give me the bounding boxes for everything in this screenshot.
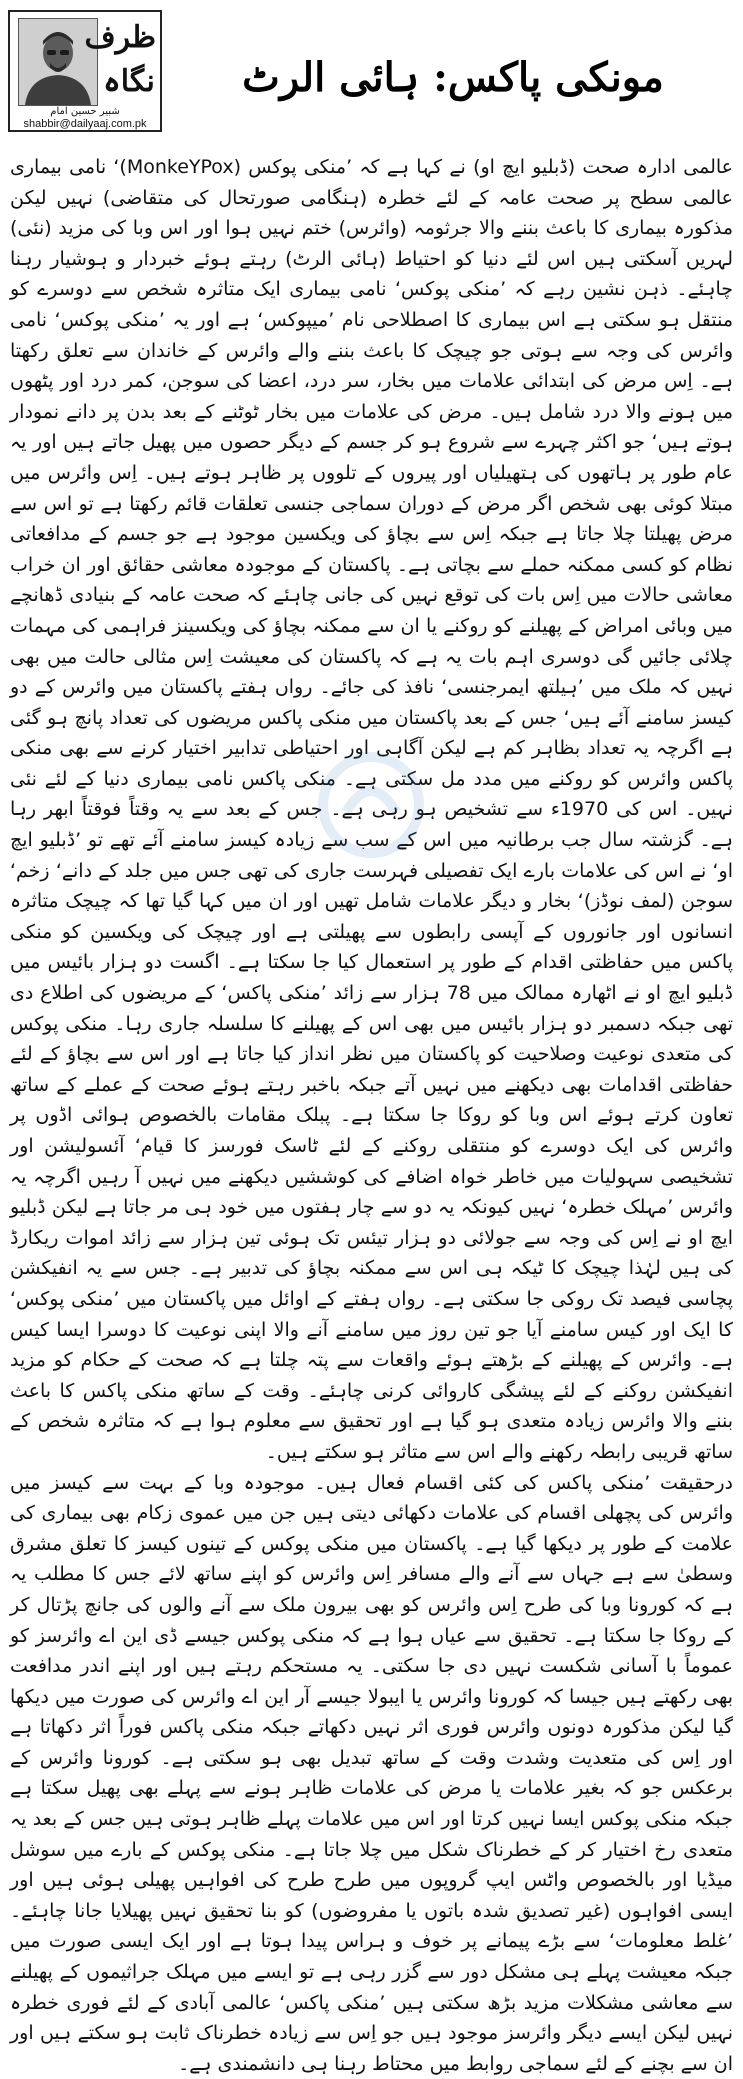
article-paragraph: درحقیقت ’منکی پاکس کی کئی اقسام فعال ہیں۔ موجودہ وبا کے بہت سے کیسز میں وائرس کی پچھلی اقسام کی علامات دکھائی دیتی ہیں جن میں عموی زکام بھی بیماری کی علامت کے طور پر دیکھا گیا ہے۔ پاکستان میں منکی پوکس کے تینوں کیسز کا تعلق مشرق وسطیٰ سے ہے جہاں سے آنے والے مسافر اِس وائرس کو اپنے ساتھ لائے جس کا مطلب یہ ہے کہ کورونا وبا کی طرح اِس وائرس کو بھی بیرون ملک سے آنے والوں کی جانچ پڑتال کر کے روکا جا سکتا ہے۔ تحقیق سے عیاں ہوا ہے کہ منکی پوکس جیسے ڈی این اے وائرسز کو عموماً با آسانی شکست نہیں دی جا سکتی۔ یہ مستحکم رہتے ہیں اور اپنے اندر مدافعت بھی رکھتے ہیں جیسا کہ کورونا وائرس یا ایبولا جیسے آر این اے وائرس کی صورت میں دیکھا گیا لیکن مذکورہ دونوں وائرس فوری اثر نہیں دکھاتے جبکہ منکی پاکس فوراً اثر دکھاتا ہے اور اِس کی متعدیت وشدت وقت کے ساتھ تبدیل بھی ہو سکتی ہے۔ کورونا وائرس کے برعکس جو کہ بغیر علامات یا مرض کی علامات ظاہر ہونے سے پہلے بھی پھیل سکتا ہے جبکہ منکی پوکس ایسا نہیں کرتا اور اس میں علامات پہلے ظاہر ہوتی ہیں جس کے بعد یہ متعدی رخ اختیار کر کے خطرناک شکل میں چلا جاتا ہے۔ منکی پوکس کے بارے میں سوشل میڈیا اور بالخصوص واٹس ایپ گروپوں میں طرح طرح کی افواہیں پھیلی ہوئی ہیں اور ایسی افواہوں (غیر تصدیق شدہ باتوں یا مفروضوں) کو بنا تحقیق نہیں پھیلایا جانا چاہئے۔ ’غلط معلومات‘ سے بڑے پیمانے پر خوف و ہراس پیدا ہوتا ہے اور ایک ایسی صورت میں جبکہ معیشت پہلے ہی مشکل دور سے گزر رہی ہے تو ایسے میں مہلک جراثیموں کے پھیلنے سے معاشی مشکلات مزید بڑھ سکتی ہیں ’منکی پاکس‘ عالمی آبادی کے لئے فوری خطرہ نہیں لیکن ایسے دیگر وائرسز موجود ہیں جو اِس سے زیادہ خطرناک ثابت ہو سکتے ہیں اور ان سے بچنے کے لئے سماجی روابط میں محتاط رہنا ہی دانشمندی ہے۔ <box>10 1471 733 2075</box>
article-paragraph: عالمی ادارہ صحت (ڈبلیو ایچ او) نے کہا ہے کہ ’منکی پوکس (MonkeYPox)‘ نامی بیماری عالمی سطح پر صحت عامہ کے لئے خطرہ (ہنگامی صورتحال کی متقاضی) نہیں لیکن مذکورہ بیماری کا باعث بننے والا جرثومہ (وائرس) ختم نہیں ہوا اور اس وبا کی مزید (نئی) لہریں آسکتی ہیں اس لئے دنیا کو احتیاط (ہائی الرٹ) رہتے ہوئے خبردار و ہوشیار رہنا چاہئے۔ ذہن نشین رہے کہ ’منکی پوکس‘ نامی بیماری ایک متاثرہ شخص سے دوسرے کو منتقل ہو سکتی ہے اس بیماری کا اصطلاحی نام ’میپوکس‘ ہے اور یہ ’منکی پوکس‘ نامی وائرس کی وجہ سے ہوتی جو چیچک کا باعث بننے والے وائرس کے خاندان سے تعلق رکھتا ہے۔ اِس مرض کی ابتدائی علامات میں بخار، سر درد، اعضا کی سوجن، کمر درد اور پٹھوں میں ہونے والا درد شامل ہیں۔ مرض کی علامات میں بخار ٹوٹنے کے بعد بدن پر دانے نمودار ہوتے ہیں‘ جو اکثر چہرے سے شروع ہو کر جسم کے دیگر حصوں میں پھیل جاتے ہیں اور یہ عام طور پر ہاتھوں کی ہتھیلیاں اور پیروں کے تلووں پر ظاہر ہوتے ہیں۔ اِس وائرس میں مبتلا کوئی بھی شخص اگر مرض کے دوران سماجی جنسی تعلقات قائم رکھتا ہے تو اس سے مرض پھیلتا چلا جاتا ہے جبکہ اِس سے بچاؤ کی ویکسین موجود ہے جو جسم کے مدافعاتی نظام کو کسی ممکنہ حملے سے بچاتی ہے۔ پاکستان کے موجودہ معاشی حقائق اور ان خراب معاشی حالات میں اِس بات کی توقع نہیں کی جانی چاہئے کہ صحت عامہ کے بنیادی ڈھانچے میں وبائی امراض کے پھیلنے کو روکنے یا ان سے ممکنہ بچاؤ کی ویکسینز فراہمی کی مہمات چلائی جائیں گی دوسری اہم بات یہ ہے کہ پاکستان کی معیشت اِس مثالی حالت میں بھی نہیں کہ ملک میں ’ہیلتھ ایمرجنسی‘ نافذ کی جائے۔ رواں ہفتے پاکستان میں وائرس کے دو کیسز سامنے آئے ہیں‘ جس کے بعد پاکستان میں منکی پاکس مریضوں کی تعداد پانچ ہو گئی ہے اگرچہ یہ تعداد بظاہر کم ہے لیکن آگاہی اور احتیاطی تدابیر اختیار کرنے سے بھی منکی پاکس وائرس کو روکنے میں مدد مل سکتی ہے۔ منکی پاکس نامی بیماری دنیا کے لئے نئی نہیں۔ اس کی 1970ء سے تشخیص ہو رہی ہے۔ جس کے بعد سے یہ وقتاً فوقتاً ابھر رہا ہے۔ گزشتہ سال جب برطانیہ میں اس کے سب سے زیادہ کیسز سامنے آئے تھے تو ’ڈبلیو ایچ او‘ نے اس کی علامات بارے ایک تفصیلی فہرست جاری کی تھی جس میں جلد کے دانے‘ زخم‘ سوجن (لمف نوڈز)‘ بخار و دیگر علامات شامل تھیں اور ان میں کہا گیا تھا کہ چیچک متاثرہ انسانوں اور جانوروں کے آپسی رابطوں سے پھیلتی ہے اور چیچک کی ویکسین کو منکی پاکس میں حفاظتی اقدام کے طور پر استعمال کیا جا سکتا ہے۔ اگست دو ہزار بائیس میں ڈبلیو ایچ او نے اٹھارہ ممالک میں 78 ہزار سے زائد ’منکی پاکس‘ کے مریضوں کی اطلاع دی تھی جبکہ دسمبر دو ہزار بائیس میں بھی اس کے پھیلنے کا سلسلہ جاری رہا۔ منکی پوکس کی متعدی نوعیت وصلاحیت کو پاکستان میں نظر انداز کیا جاتا ہے اور اس سے بچاؤ کے لئے حفاظتی اقدامات بھی دیکھنے میں نہیں آتے جبکہ باخبر رہتے ہوئے صحت کے عملے کے ساتھ تعاون کرتے ہوئے اس وبا کو روکا جا سکتا ہے۔ پبلک مقامات بالخصوص ہوائی اڈوں پر وائرس کی ایک دوسرے کو منتقلی روکنے کے لئے ٹاسک فورسز کا قیام‘ آئسولیشن اور تشخیصی سہولیات میں خاطر خواہ اضافے کی کوششیں دیکھنے میں نہیں آ رہیں اگرچہ یہ وائرس ’مہلک خطرہ‘ نہیں کیونکہ یہ دو سے چار ہفتوں میں خود ہی مر جاتا ہے لیکن ڈبلیو ایچ او نے اِس کی وجہ سے جولائی دو ہزار تیئس تک ہوئی تین ہزار سے زائد اموات ریکارڈ کی ہیں لہٰذا چیچک کا ٹیکہ ہی اس سے ممکنہ بچاؤ کی تدبیر ہے۔ جس سے یہ انفیکشن پچاسی فیصد تک روکی جا سکتی ہے۔ رواں ہفتے کے اوائل میں پاکستان میں ’منکی پوکس‘ کا ایک اور کیس سامنے آیا جو تین روز میں سامنے آنے والا اپنی نوعیت کا دوسرا ایسا کیس ہے۔ وائرس کے پھیلنے کے بڑھتے ہوئے واقعات سے پتہ چلتا ہے کہ صحت کے حکام کو مزید انفیکشن روکنے کے لئے پیشگی کاروائی کرنی چاہئے۔ وقت کے ساتھ منکی پاکس کا باعث بننے والا وائرس زیادہ متعدی ہو گیا ہے اور تحقیق سے معلوم ہوا ہے کہ متاثرہ شخص کے ساتھ قریبی رابطہ رکھنے والے اس سے متاثر ہو سکتے ہیں۔ <box>10 156 734 1463</box>
author-name: شبیر حسین امام <box>50 106 120 117</box>
author-box <box>8 10 162 132</box>
article-body <box>10 152 734 2075</box>
column-header <box>0 0 743 150</box>
headline: مونکی پاکس: ہائی الرٹ <box>242 54 664 101</box>
author-email[interactable]: shabbir@dailyaaj.com.pk <box>23 118 147 130</box>
column-name: ظرف نگاہ <box>84 20 156 99</box>
